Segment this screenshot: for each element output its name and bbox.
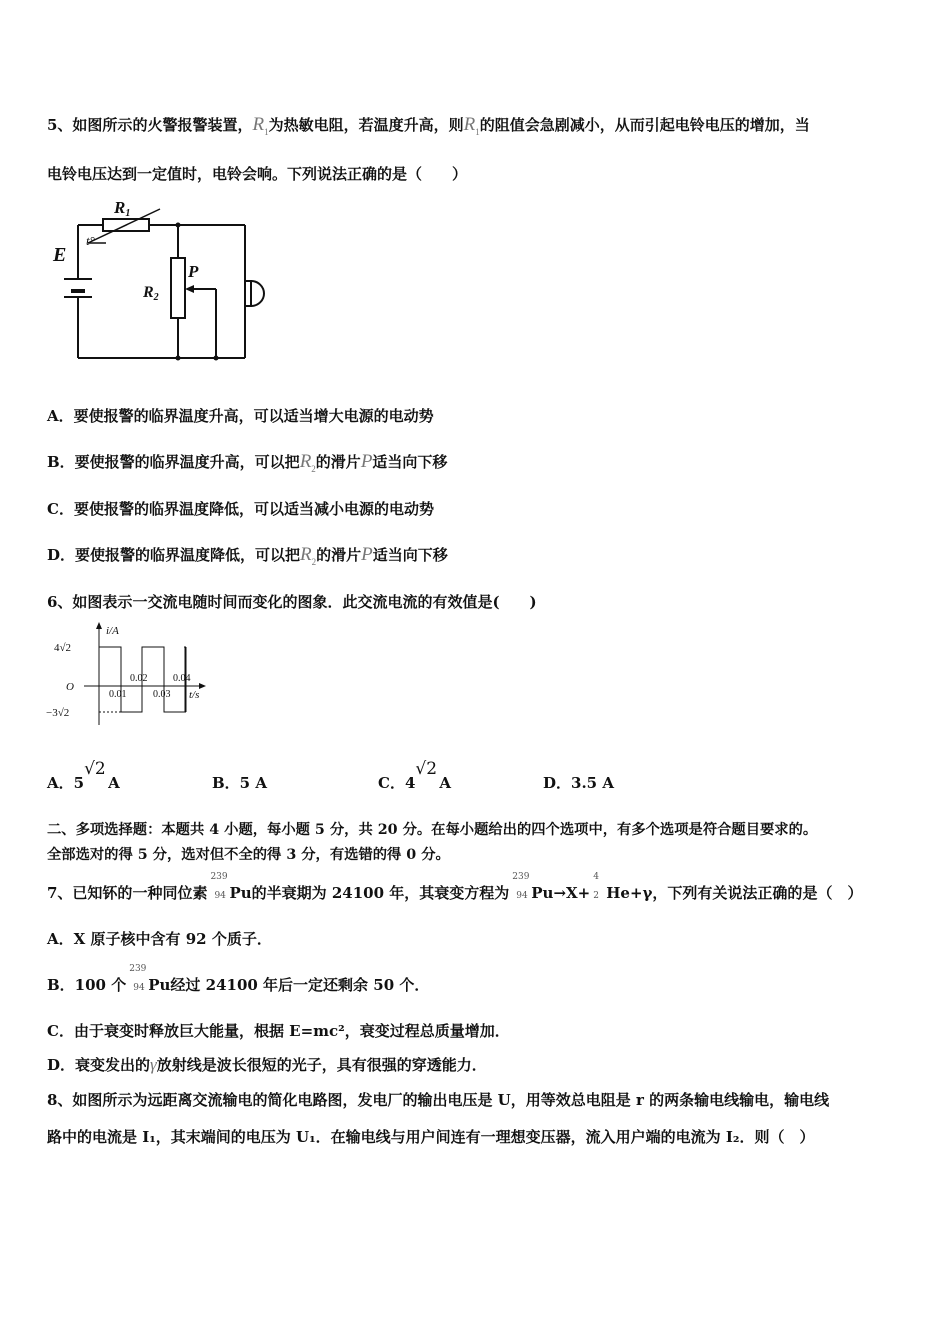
- section2-line1: 二、多项选择题：本题共 4 小题，每小题 5 分，共 20 分。在每小题给出的四个选项中，有多个选项是符合题目要求的。: [47, 822, 818, 838]
- q5-stem-line1: 5、如图所示的火警报警装置，$R_1$为热敏电阻，若温度升高，则$R_1$的阻值会急剧减小，从而引起电铃电压的增加，当: [47, 114, 810, 137]
- pu-isotope-2: 239 94: [512, 872, 530, 901]
- pu-isotope-3: 239 94: [129, 964, 147, 993]
- r2-symbol-2: $R_2$: [300, 544, 317, 567]
- circuit-label-R2: R2: [143, 284, 159, 303]
- r1-symbol: $R_1$: [252, 114, 269, 137]
- q6-option-a: A．5 √2 A: [47, 759, 120, 792]
- q5-stem-line2: 电铃电压达到一定值时，电铃会响。下列说法正确的是（ ）: [47, 165, 468, 183]
- he-isotope: 4 2: [593, 872, 599, 901]
- pu-isotope: 239 94: [210, 872, 228, 901]
- section2-line2: 全部选对的得 5 分，选对但不全的得 3 分，有选错的得 0 分。: [47, 847, 450, 863]
- r2-symbol: $R_2$: [299, 451, 316, 474]
- q8-stem-line1: 8、如图所示为远距离交流输电的简化电路图，发电厂的输出电压是 U，用等效总电阻是 r 的两条输电线输电，输电线: [47, 1091, 830, 1109]
- q6-stem: 6、如图表示一交流电随时间而变化的图象．此交流电流的有效值是( ): [47, 593, 537, 611]
- p-symbol-2: P: [361, 544, 373, 565]
- circuit-label-t: t°: [86, 233, 95, 248]
- graph-ylabel: i/A: [106, 625, 119, 637]
- q5-option-b: B．要使报警的临界温度升高，可以把$R_2$的滑片P适当向下移: [47, 451, 448, 474]
- p-symbol: P: [360, 451, 373, 472]
- q7-option-c: C．由于衰变时释放巨大能量，根据 E=mc²，衰变过程总质量增加．: [47, 1022, 510, 1040]
- q5-option-c: C．要使报警的临界温度降低，可以适当减小电源的电动势: [47, 500, 434, 518]
- circuit-label-E: E: [53, 244, 67, 266]
- q6-option-d: D．3.5 A: [543, 774, 614, 792]
- q5-option-d: D．要使报警的临界温度降低，可以把$R_2$的滑片P适当向下移: [47, 544, 448, 567]
- gamma-symbol: γ: [150, 1055, 157, 1074]
- graph-xtick-004: 0.04: [173, 673, 191, 684]
- q7-option-a: A．X 原子核中含有 92 个质子．: [47, 930, 272, 948]
- circuit-label-P: P: [188, 262, 199, 281]
- graph-ytick-bottom: −3√2: [46, 707, 70, 719]
- q6-current-graph: [44, 620, 214, 730]
- q5-circuit-diagram: [48, 195, 278, 370]
- q7-option-d: D．衰变发出的γ放射线是波长很短的光子，具有很强的穿透能力．: [47, 1055, 487, 1074]
- q6-option-c: C．4 √2 A: [378, 759, 452, 792]
- circuit-label-R1: R1: [114, 198, 131, 219]
- graph-xtick-003: 0.03: [153, 689, 171, 700]
- graph-xtick-001: 0.01: [109, 689, 127, 700]
- q7-stem: 7、已知钚的一种同位素 239 94 Pu的半衰期为 24100 年，其衰变方程为 239 94 Pu→X+ 4 2 He+γ，下列有关说法正确的是（ ）: [47, 872, 863, 902]
- q5-option-a: A．要使报警的临界温度升高，可以适当增大电源的电动势: [47, 407, 434, 425]
- graph-ytick-top: 4√2: [54, 642, 72, 654]
- q8-stem-line2: 路中的电流是 I₁，其末端间的电压为 U₁．在输电线与用户间连有一理想变压器，流入用户端的电流为 I₂．则（ ）: [47, 1128, 815, 1146]
- graph-origin: O: [66, 681, 74, 693]
- q6-option-b: B．5 A: [212, 774, 267, 792]
- graph-xlabel: t/s: [189, 689, 200, 701]
- q7-option-b: B．100 个 239 94 Pu经过 24100 年后一定还剩余 50 个．: [47, 964, 430, 994]
- r1-symbol-2: $R_1$: [463, 114, 480, 137]
- graph-xtick-002: 0.02: [130, 673, 148, 684]
